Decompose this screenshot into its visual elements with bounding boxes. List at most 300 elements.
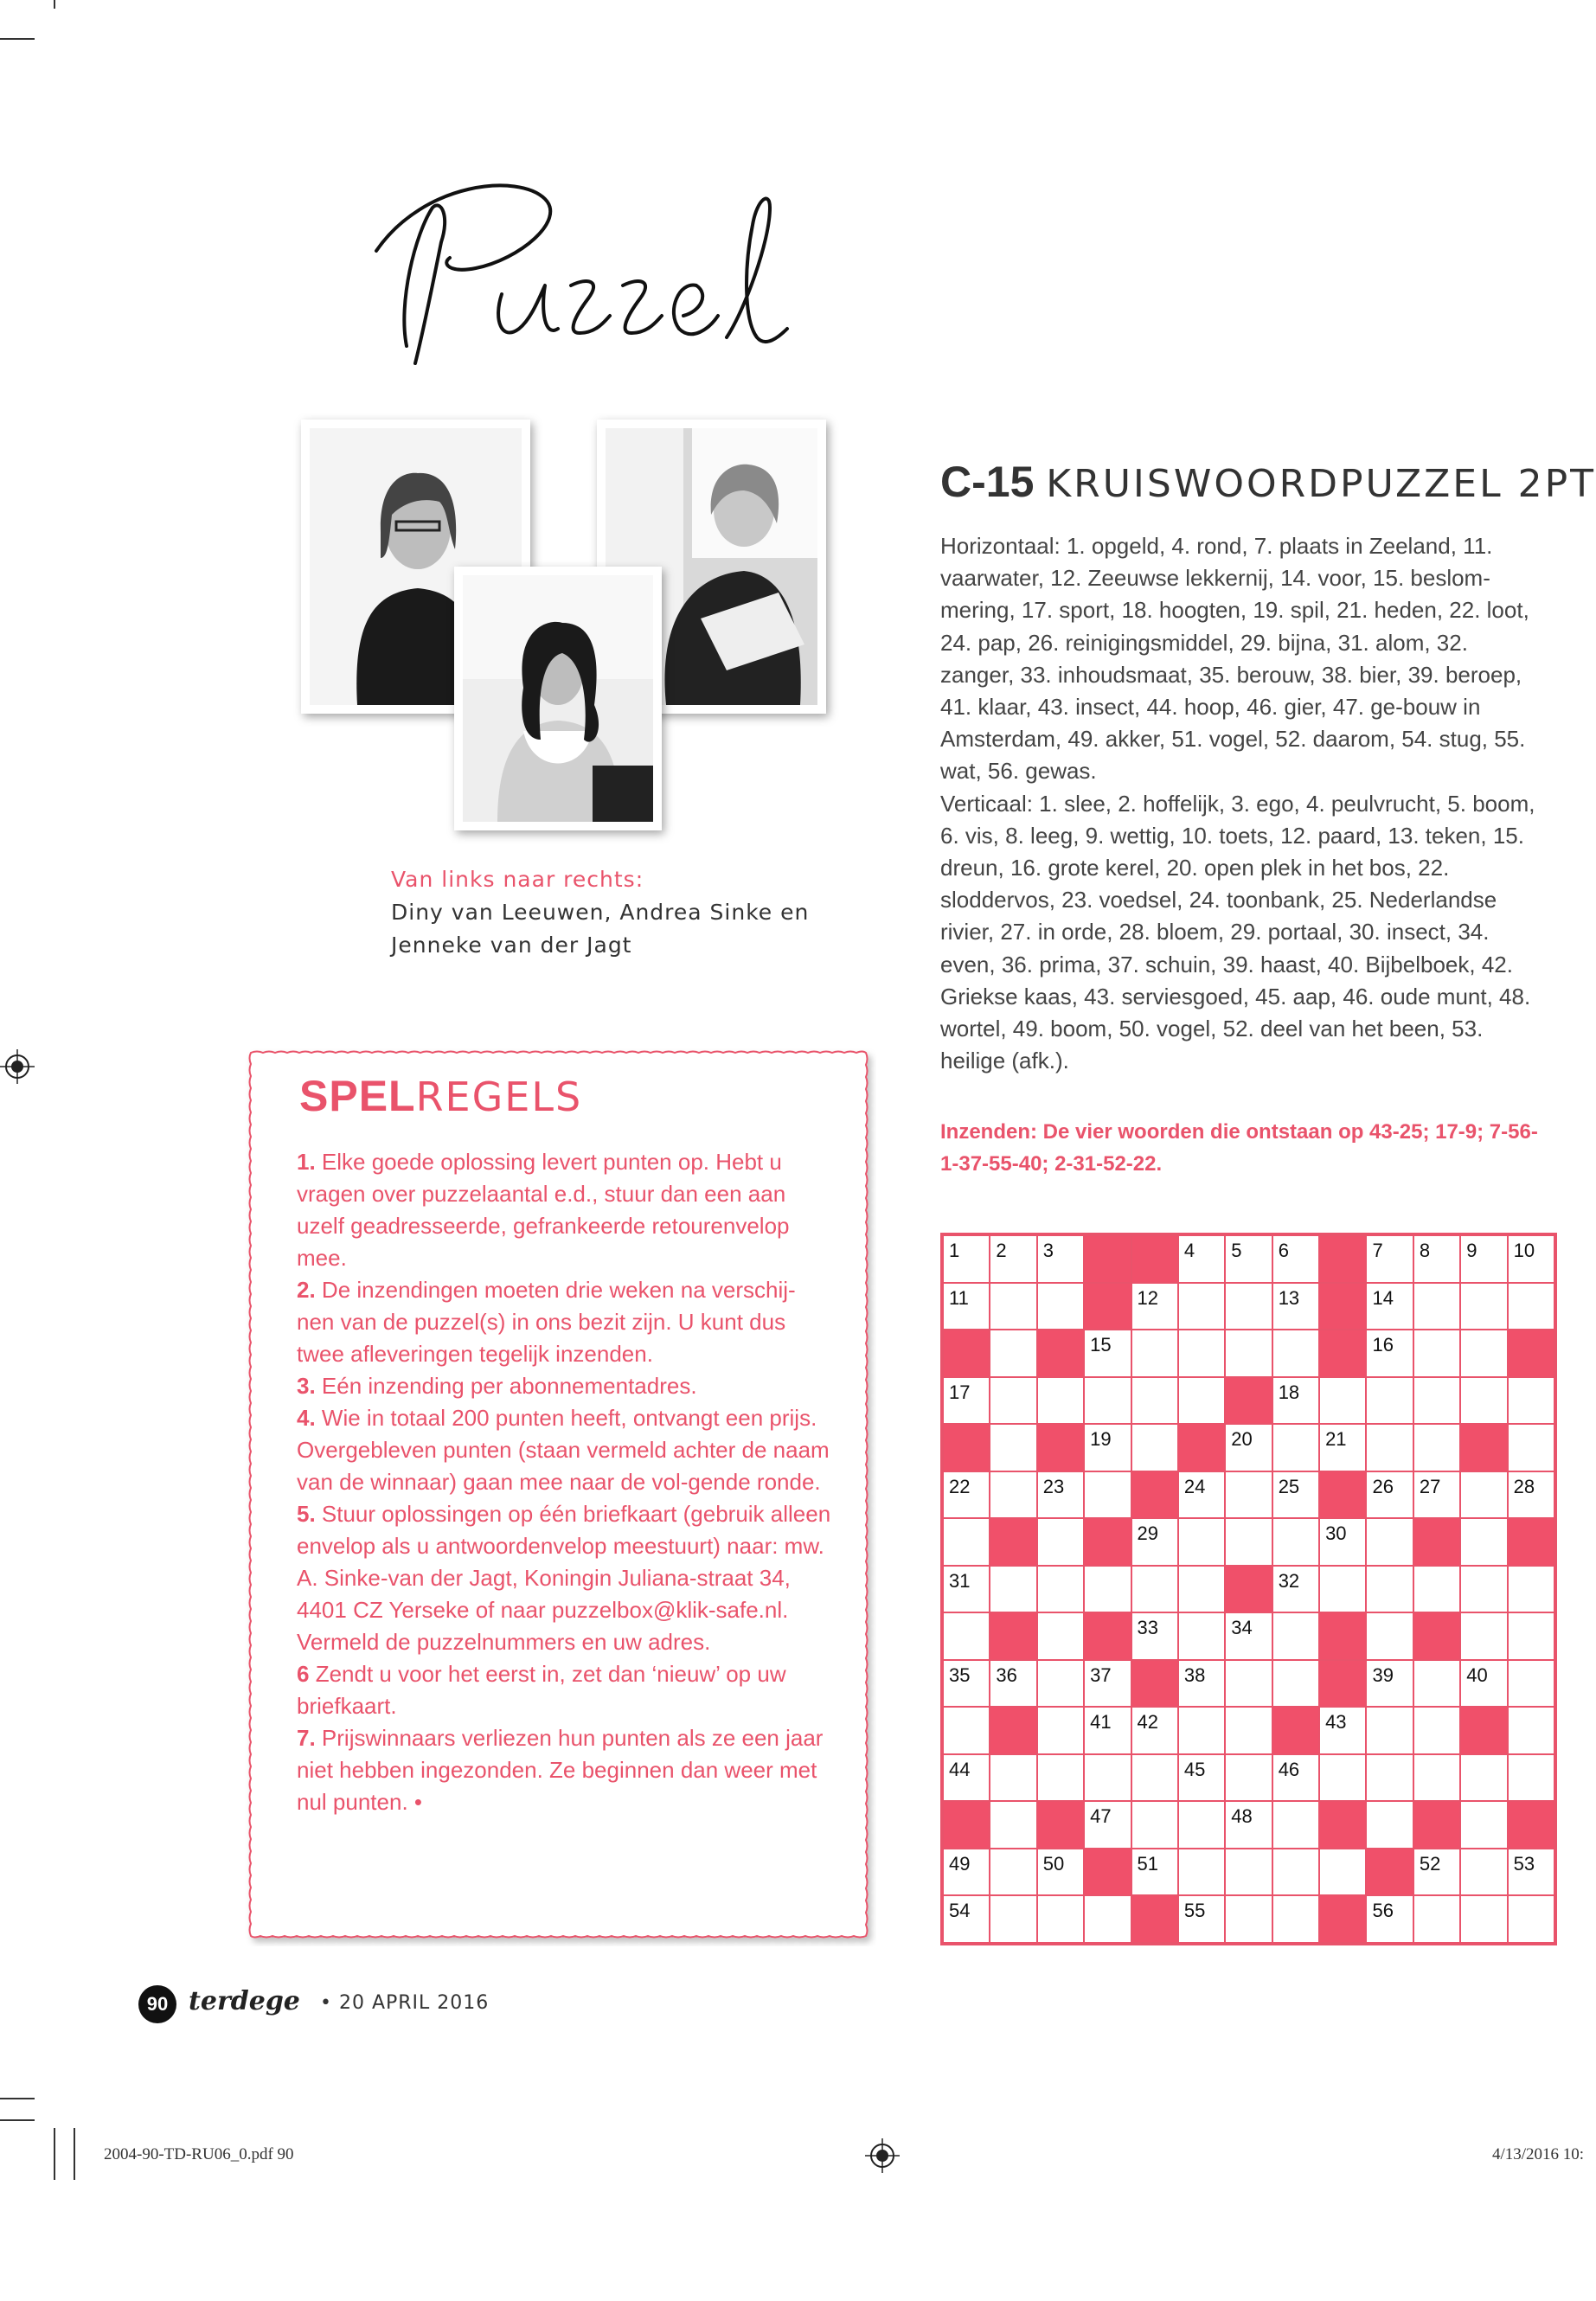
puzzle-title [940, 457, 1596, 507]
grid-cell-black [1413, 1612, 1460, 1660]
grid-cell[interactable] [1225, 1283, 1272, 1330]
grid-cell[interactable] [990, 1330, 1036, 1377]
grid-cell[interactable] [1084, 1707, 1131, 1754]
rule-text: Zendt u voor het eerst in, zet dan ‘nieuw’ op uw briefkaart. [297, 1661, 786, 1719]
grid-cell[interactable] [1131, 1566, 1178, 1613]
grid-cell[interactable] [1272, 1612, 1319, 1660]
cell-number: 29 [1137, 1522, 1159, 1545]
grid-cell[interactable] [1272, 1566, 1319, 1613]
grid-cell[interactable] [1366, 1801, 1413, 1849]
grid-cell[interactable] [943, 1707, 990, 1754]
cell-number: 21 [1325, 1428, 1347, 1451]
grid-cell[interactable] [1366, 1612, 1413, 1660]
grid-cell[interactable] [1413, 1707, 1460, 1754]
photo-andrea-sinke [454, 567, 662, 830]
grid-cell[interactable] [1413, 1377, 1460, 1425]
grid-cell[interactable] [943, 1471, 990, 1519]
cell-number: 10 [1513, 1240, 1535, 1261]
cell-number: 33 [1137, 1617, 1159, 1639]
grid-cell[interactable] [1225, 1235, 1272, 1283]
grid-cell[interactable] [1272, 1330, 1319, 1377]
grid-cell-black [1131, 1660, 1178, 1708]
grid-cell[interactable] [1225, 1612, 1272, 1660]
grid-cell[interactable] [990, 1660, 1036, 1708]
cell-number: 5 [1231, 1240, 1242, 1261]
rule-item [297, 1370, 833, 1402]
grid-cell[interactable] [1366, 1283, 1413, 1330]
rule-number: 4. [297, 1405, 316, 1431]
grid-cell[interactable] [1319, 1518, 1366, 1566]
clues-horizontal: Horizontaal: 1. opgeld, 4. rond, 7. plaats in Zeeland, 11. vaarwater, 12. Zeeuwse lekkernij, 14. voor, 15. beslom-mering, 17. sport, 18. hoogten, 19. spil, 21. heden, 22. loot, 24. pap, 26. reinigingsmiddel, 29. bijna, 31. alom, 32. zanger, 33. inhoudsmaat, 35. berouw, 38. bier, 39. beroep, 41. klaar, 43. insect, 44. hoop, 46. gier, 47. ge-bouw in Amsterdam, 49. akker, 51. vogel, 52. daarom, 54. stug, 55. wat, 56. gewas. [940, 533, 1529, 785]
grid-cell[interactable] [1272, 1377, 1319, 1425]
grid-cell[interactable] [943, 1895, 990, 1943]
grid-cell[interactable] [1178, 1754, 1225, 1802]
grid-cell[interactable] [1084, 1424, 1131, 1471]
grid-cell[interactable] [990, 1566, 1036, 1613]
rule-item [297, 1722, 833, 1818]
grid-cell-black [1037, 1330, 1084, 1377]
grid-cell[interactable] [1319, 1754, 1366, 1802]
grid-cell[interactable] [1460, 1895, 1507, 1943]
rule-item [297, 1402, 833, 1498]
grid-cell[interactable] [1178, 1471, 1225, 1519]
grid-cell[interactable] [1413, 1283, 1460, 1330]
grid-cell[interactable] [1366, 1754, 1413, 1802]
grid-cell-black [990, 1612, 1036, 1660]
rules-title-bold: SPEL [299, 1072, 416, 1120]
grid-cell[interactable] [1272, 1283, 1319, 1330]
rule-item [297, 1146, 833, 1274]
grid-cell[interactable] [1508, 1754, 1554, 1802]
grid-cell[interactable] [1037, 1754, 1084, 1802]
cell-number: 14 [1372, 1286, 1394, 1309]
grid-cell[interactable] [1508, 1849, 1554, 1896]
cell-number: 6 [1278, 1240, 1289, 1261]
grid-cell[interactable] [1319, 1849, 1366, 1896]
cell-number: 45 [1183, 1758, 1206, 1780]
grid-cell-black [943, 1424, 990, 1471]
puzzle-name: KRUISWOORDPUZZEL 2PT [1046, 462, 1596, 506]
cell-number: 36 [996, 1663, 1017, 1686]
cell-number: 55 [1183, 1900, 1206, 1922]
grid-cell[interactable] [1131, 1330, 1178, 1377]
cell-number: 39 [1372, 1663, 1394, 1686]
grid-cell[interactable] [1272, 1895, 1319, 1943]
grid-cell-black [1084, 1612, 1131, 1660]
grid-cell-black [1460, 1707, 1507, 1754]
grid-cell[interactable] [1319, 1424, 1366, 1471]
grid-cell[interactable] [1366, 1471, 1413, 1519]
rule-text: Stuur oplossingen op één briefkaart (gebruik alleen envelop als u antwoordenvelop meestuurt) naar: mw. A. Sinke-van der Jagt, Koningin Juliana-straat 34, 4401 CZ Yerseke of naar puzzelbox@klik-safe.nl. Vermeld de puzzelnummers en uw adres. [297, 1501, 831, 1655]
rule-item [297, 1498, 833, 1658]
rule-number: 6 [297, 1661, 310, 1687]
cell-number: 1 [949, 1240, 960, 1261]
grid-cell[interactable] [990, 1377, 1036, 1425]
cell-number: 49 [949, 1852, 971, 1875]
cell-number: 15 [1090, 1334, 1112, 1356]
cell-number: 25 [1278, 1475, 1300, 1497]
grid-cell[interactable] [1225, 1330, 1272, 1377]
grid-cell[interactable] [1413, 1849, 1460, 1896]
grid-cell-black [1319, 1660, 1366, 1708]
caption-names: Jenneke van der Jagt [391, 933, 632, 958]
grid-cell[interactable] [1460, 1518, 1507, 1566]
grid-cell[interactable] [1131, 1849, 1178, 1896]
cell-number: 48 [1231, 1805, 1253, 1828]
grid-cell[interactable] [1084, 1471, 1131, 1519]
grid-cell[interactable] [1272, 1235, 1319, 1283]
grid-cell-black [990, 1518, 1036, 1566]
puzzle-clues [940, 530, 1546, 1077]
grid-cell[interactable] [1131, 1424, 1178, 1471]
grid-cell[interactable] [1131, 1612, 1178, 1660]
cell-number: 24 [1183, 1475, 1206, 1497]
rule-number: 7. [297, 1725, 316, 1751]
grid-cell[interactable] [1037, 1895, 1084, 1943]
grid-cell[interactable] [1413, 1471, 1460, 1519]
rules-list [297, 1146, 833, 1818]
grid-cell[interactable] [943, 1754, 990, 1802]
grid-cell[interactable] [1178, 1895, 1225, 1943]
grid-cell[interactable] [1225, 1660, 1272, 1708]
grid-cell-black [943, 1801, 990, 1849]
cell-number: 9 [1466, 1240, 1477, 1261]
cell-number: 18 [1278, 1381, 1300, 1403]
grid-cell[interactable] [1460, 1471, 1507, 1519]
grid-cell[interactable] [1225, 1754, 1272, 1802]
grid-cell[interactable] [1460, 1330, 1507, 1377]
grid-cell[interactable] [1460, 1235, 1507, 1283]
grid-cell[interactable] [1413, 1660, 1460, 1708]
grid-cell[interactable] [1225, 1801, 1272, 1849]
grid-cell[interactable] [1178, 1518, 1225, 1566]
grid-cell-black [1225, 1377, 1272, 1425]
grid-cell-black [1084, 1235, 1131, 1283]
puzzle-code: C-15 [940, 458, 1035, 506]
grid-cell-black [1319, 1283, 1366, 1330]
grid-cell[interactable] [1272, 1660, 1319, 1708]
cell-number: 26 [1372, 1475, 1394, 1497]
issue-date: • 20 APRIL 2016 [320, 1992, 490, 2014]
grid-cell-black [1225, 1566, 1272, 1613]
grid-cell[interactable] [1272, 1754, 1319, 1802]
grid-cell[interactable] [990, 1895, 1036, 1943]
print-date: 4/13/2016 10: [1492, 2145, 1585, 2163]
grid-cell-black [1366, 1849, 1413, 1896]
caption-names: Diny van Leeuwen, Andrea Sinke en [391, 900, 810, 925]
grid-cell[interactable] [1508, 1471, 1554, 1519]
grid-cell[interactable] [1131, 1518, 1178, 1566]
cell-number: 2 [996, 1240, 1007, 1261]
crossword-grid [940, 1233, 1557, 1945]
caption-lead: Van links naar rechts: [391, 867, 644, 892]
cell-number: 11 [949, 1286, 969, 1309]
grid-cell-black [1084, 1283, 1131, 1330]
grid-cell[interactable] [1131, 1801, 1178, 1849]
grid-cell[interactable] [1319, 1707, 1366, 1754]
grid-cell[interactable] [1508, 1566, 1554, 1613]
grid-cell[interactable] [1460, 1283, 1507, 1330]
grid-cell[interactable] [1037, 1471, 1084, 1519]
crop-mark [54, 0, 55, 9]
grid-cell[interactable] [1178, 1377, 1225, 1425]
cell-number: 40 [1466, 1663, 1488, 1686]
grid-cell[interactable] [1508, 1283, 1554, 1330]
cell-number: 51 [1137, 1852, 1159, 1875]
grid-cell[interactable] [1178, 1707, 1225, 1754]
grid-cell-black [1413, 1801, 1460, 1849]
grid-cell[interactable] [1366, 1566, 1413, 1613]
grid-cell[interactable] [1272, 1518, 1319, 1566]
grid-cell[interactable] [1508, 1235, 1554, 1283]
cell-number: 56 [1372, 1900, 1394, 1922]
grid-cell-black [1508, 1330, 1554, 1377]
grid-cell-black [1508, 1801, 1554, 1849]
cell-number: 23 [1042, 1475, 1065, 1497]
grid-cell[interactable] [1508, 1707, 1554, 1754]
rule-item [297, 1658, 833, 1722]
page-title [372, 164, 822, 389]
grid-cell[interactable] [1460, 1849, 1507, 1896]
grid-cell[interactable] [1460, 1801, 1507, 1849]
grid-cell[interactable] [943, 1235, 990, 1283]
grid-cell[interactable] [1225, 1471, 1272, 1519]
grid-cell[interactable] [1178, 1849, 1225, 1896]
grid-cell[interactable] [1508, 1612, 1554, 1660]
grid-cell[interactable] [1084, 1330, 1131, 1377]
cell-number: 12 [1137, 1286, 1159, 1309]
cell-number: 52 [1419, 1852, 1441, 1875]
grid-cell[interactable] [990, 1754, 1036, 1802]
grid-cell[interactable] [1225, 1849, 1272, 1896]
grid-cell-black [1460, 1424, 1507, 1471]
grid-cell-black [990, 1707, 1036, 1754]
grid-cell[interactable] [1178, 1660, 1225, 1708]
grid-cell-black [1037, 1801, 1084, 1849]
cell-number: 34 [1231, 1617, 1253, 1639]
grid-cell[interactable] [1460, 1612, 1507, 1660]
grid-cell[interactable] [1037, 1518, 1084, 1566]
grid-cell[interactable] [1272, 1849, 1319, 1896]
grid-cell[interactable] [1037, 1377, 1084, 1425]
grid-cell[interactable] [1460, 1377, 1507, 1425]
page-number: 90 [138, 1985, 176, 2023]
cell-number: 44 [949, 1758, 971, 1780]
grid-cell-black [1319, 1895, 1366, 1943]
cell-number: 19 [1090, 1428, 1112, 1451]
cell-number: 35 [949, 1663, 971, 1686]
grid-cell-black [1131, 1471, 1178, 1519]
grid-cell[interactable] [1084, 1660, 1131, 1708]
rules-title-thin: REGELS [415, 1074, 583, 1120]
crop-mark [74, 2128, 75, 2180]
grid-cell[interactable] [1084, 1566, 1131, 1613]
grid-cell-black [1319, 1612, 1366, 1660]
cell-number: 27 [1419, 1475, 1441, 1497]
grid-cell[interactable] [1178, 1566, 1225, 1613]
grid-cell-black [1037, 1424, 1084, 1471]
grid-cell[interactable] [1178, 1612, 1225, 1660]
grid-cell[interactable] [1460, 1566, 1507, 1613]
rule-text: Elke goede oplossing levert punten op. Hebt u vragen over puzzelaantal e.d., stuur dan een aan uzelf geadresseerde, gefrankeerde retourenvelop mee. [297, 1149, 790, 1271]
grid-cell[interactable] [1037, 1849, 1084, 1896]
grid-cell[interactable] [1037, 1612, 1084, 1660]
grid-cell[interactable] [1413, 1330, 1460, 1377]
grid-cell[interactable] [1319, 1566, 1366, 1613]
grid-cell[interactable] [1413, 1895, 1460, 1943]
grid-cell[interactable] [1366, 1707, 1413, 1754]
grid-cell[interactable] [1508, 1660, 1554, 1708]
grid-cell[interactable] [1508, 1424, 1554, 1471]
grid-cell[interactable] [1037, 1283, 1084, 1330]
cell-number: 47 [1090, 1805, 1112, 1828]
rule-text: Eén inzending per abonnementadres. [315, 1373, 697, 1399]
grid-cell[interactable] [1131, 1754, 1178, 1802]
grid-cell[interactable] [1225, 1424, 1272, 1471]
grid-cell[interactable] [1131, 1707, 1178, 1754]
grid-cell-black [1319, 1471, 1366, 1519]
rule-text: Prijswinnaars verliezen hun punten als ze een jaar niet hebben ingezonden. Ze beginnen dan weer met nul punten. • [297, 1725, 824, 1815]
grid-cell-black [1319, 1330, 1366, 1377]
registration-mark-icon [865, 2138, 900, 2173]
cell-number: 16 [1372, 1334, 1394, 1356]
grid-cell[interactable] [1508, 1377, 1554, 1425]
cell-number: 50 [1042, 1852, 1065, 1875]
grid-cell[interactable] [1084, 1801, 1131, 1849]
grid-cell[interactable] [990, 1849, 1036, 1896]
grid-cell-black [1319, 1235, 1366, 1283]
grid-cell[interactable] [1366, 1330, 1413, 1377]
grid-cell-black [1131, 1235, 1178, 1283]
grid-cell-black [1084, 1849, 1131, 1896]
crop-mark [54, 2128, 55, 2180]
cell-number: 53 [1513, 1852, 1535, 1875]
cell-number: 28 [1513, 1475, 1535, 1497]
grid-cell[interactable] [1366, 1518, 1413, 1566]
grid-cell[interactable] [1178, 1801, 1225, 1849]
grid-cell[interactable] [943, 1612, 990, 1660]
grid-cell[interactable] [1178, 1235, 1225, 1283]
grid-cell-black [1272, 1707, 1319, 1754]
grid-cell[interactable] [943, 1660, 990, 1708]
rule-text: De inzendingen moeten drie weken na verschij-nen van de puzzel(s) in ons bezit zijn. U kunt dus twee afleveringen tegelijk inzenden. [297, 1277, 796, 1367]
rule-text: Wie in totaal 200 punten heeft, ontvangt een prijs. Overgebleven punten (staan vermeld achter de naam van de winnaar) gaan mee naar de vol-gende ronde. [297, 1405, 830, 1495]
grid-cell[interactable] [1225, 1895, 1272, 1943]
grid-cell[interactable] [1084, 1895, 1131, 1943]
grid-cell[interactable] [943, 1377, 990, 1425]
grid-cell[interactable] [1084, 1754, 1131, 1802]
cell-number: 37 [1090, 1663, 1112, 1686]
crop-mark [0, 2119, 35, 2121]
grid-cell[interactable] [1460, 1660, 1507, 1708]
grid-cell[interactable] [1366, 1660, 1413, 1708]
grid-cell[interactable] [990, 1471, 1036, 1519]
grid-cell[interactable] [990, 1235, 1036, 1283]
grid-cell-black [1131, 1895, 1178, 1943]
grid-cell[interactable] [1413, 1566, 1460, 1613]
rules-title [299, 1071, 582, 1121]
grid-cell[interactable] [1037, 1707, 1084, 1754]
cell-number: 41 [1090, 1711, 1112, 1734]
grid-cell-black [943, 1330, 990, 1377]
grid-cell[interactable] [1225, 1707, 1272, 1754]
rule-item [297, 1274, 833, 1370]
rule-number: 3. [297, 1373, 316, 1399]
clues-vertical: Verticaal: 1. slee, 2. hoffelijk, 3. ego, 4. peulvrucht, 5. boom, 6. vis, 8. leeg, 9. wettig, 10. toets, 12. paard, 13. teken, 15. dreun, 16. grote kerel, 20. open plek in het bos, 22. sloddervos, 23. voedsel, 24. toonbank, 25. Nederlandse rivier, 27. in orde, 28. bloem, 29. portaal, 30. insect, 34. even, 36. prima, 37. schuin, 39. haast, 40. Bijbelboek, 42. Griekse kaas, 43. serviesgoed, 45. aap, 46. oude munt, 48. wortel, 49. boom, 50. vogel, 52. deel van het been, 53. heilige (afk.). [940, 790, 1535, 1074]
grid-cell[interactable] [1319, 1377, 1366, 1425]
grid-cell[interactable] [1508, 1895, 1554, 1943]
grid-cell[interactable] [990, 1801, 1036, 1849]
rule-number: 1. [297, 1149, 316, 1175]
grid-cell[interactable] [1037, 1235, 1084, 1283]
magazine-name: terdege [189, 1986, 300, 2016]
grid-cell[interactable] [1037, 1566, 1084, 1613]
rule-number: 2. [297, 1277, 316, 1303]
cell-number: 7 [1372, 1240, 1383, 1261]
grid-cell[interactable] [1460, 1754, 1507, 1802]
cell-number: 42 [1137, 1711, 1159, 1734]
cell-number: 31 [949, 1569, 971, 1592]
grid-cell[interactable] [1272, 1424, 1319, 1471]
grid-cell-black [1084, 1518, 1131, 1566]
grid-cell[interactable] [1037, 1660, 1084, 1708]
grid-cell[interactable] [1225, 1518, 1272, 1566]
registration-mark-icon [0, 1049, 35, 1084]
grid-cell[interactable] [990, 1283, 1036, 1330]
file-slug: 2004-90-TD-RU06_0.pdf 90 [104, 2145, 294, 2163]
cell-number: 38 [1183, 1663, 1206, 1686]
crop-mark [0, 38, 35, 40]
grid-cell[interactable] [1178, 1283, 1225, 1330]
photo-caption [391, 863, 809, 962]
grid-cell-black [1178, 1424, 1225, 1471]
grid-cell-black [1508, 1518, 1554, 1566]
grid-cell[interactable] [1272, 1471, 1319, 1519]
grid-cell[interactable] [1366, 1424, 1413, 1471]
cell-number: 8 [1419, 1240, 1431, 1261]
submit-instructions: Inzenden: De vier woorden die ontstaan op 43-25; 17-9; 7-56-1-37-55-40; 2-31-52-22. [940, 1120, 1538, 1176]
grid-cell[interactable] [943, 1518, 990, 1566]
cell-number: 22 [949, 1475, 971, 1497]
grid-cell[interactable] [1084, 1377, 1131, 1425]
grid-cell[interactable] [1413, 1235, 1460, 1283]
grid-cell[interactable] [1413, 1424, 1460, 1471]
grid-cell-black [1413, 1518, 1460, 1566]
cell-number: 43 [1325, 1711, 1347, 1734]
grid-cell[interactable] [1366, 1895, 1413, 1943]
cell-number: 4 [1183, 1240, 1195, 1261]
grid-cell[interactable] [1131, 1283, 1178, 1330]
grid-cell[interactable] [1366, 1377, 1413, 1425]
grid-cell[interactable] [1272, 1801, 1319, 1849]
cell-number: 13 [1278, 1286, 1300, 1309]
grid-cell[interactable] [1413, 1754, 1460, 1802]
cell-number: 30 [1325, 1522, 1347, 1545]
grid-cell[interactable] [990, 1424, 1036, 1471]
rule-number: 5. [297, 1501, 316, 1527]
grid-cell[interactable] [1178, 1330, 1225, 1377]
grid-cell-black [1319, 1801, 1366, 1849]
grid-cell[interactable] [1366, 1235, 1413, 1283]
svg-text:Puzzel: Puzzel [372, 384, 378, 386]
crop-mark [0, 2098, 35, 2099]
grid-cell[interactable] [943, 1566, 990, 1613]
cell-number: 54 [949, 1900, 971, 1922]
cell-number: 20 [1231, 1428, 1253, 1451]
grid-cell[interactable] [943, 1283, 990, 1330]
grid-cell[interactable] [1131, 1377, 1178, 1425]
grid-cell[interactable] [943, 1849, 990, 1896]
